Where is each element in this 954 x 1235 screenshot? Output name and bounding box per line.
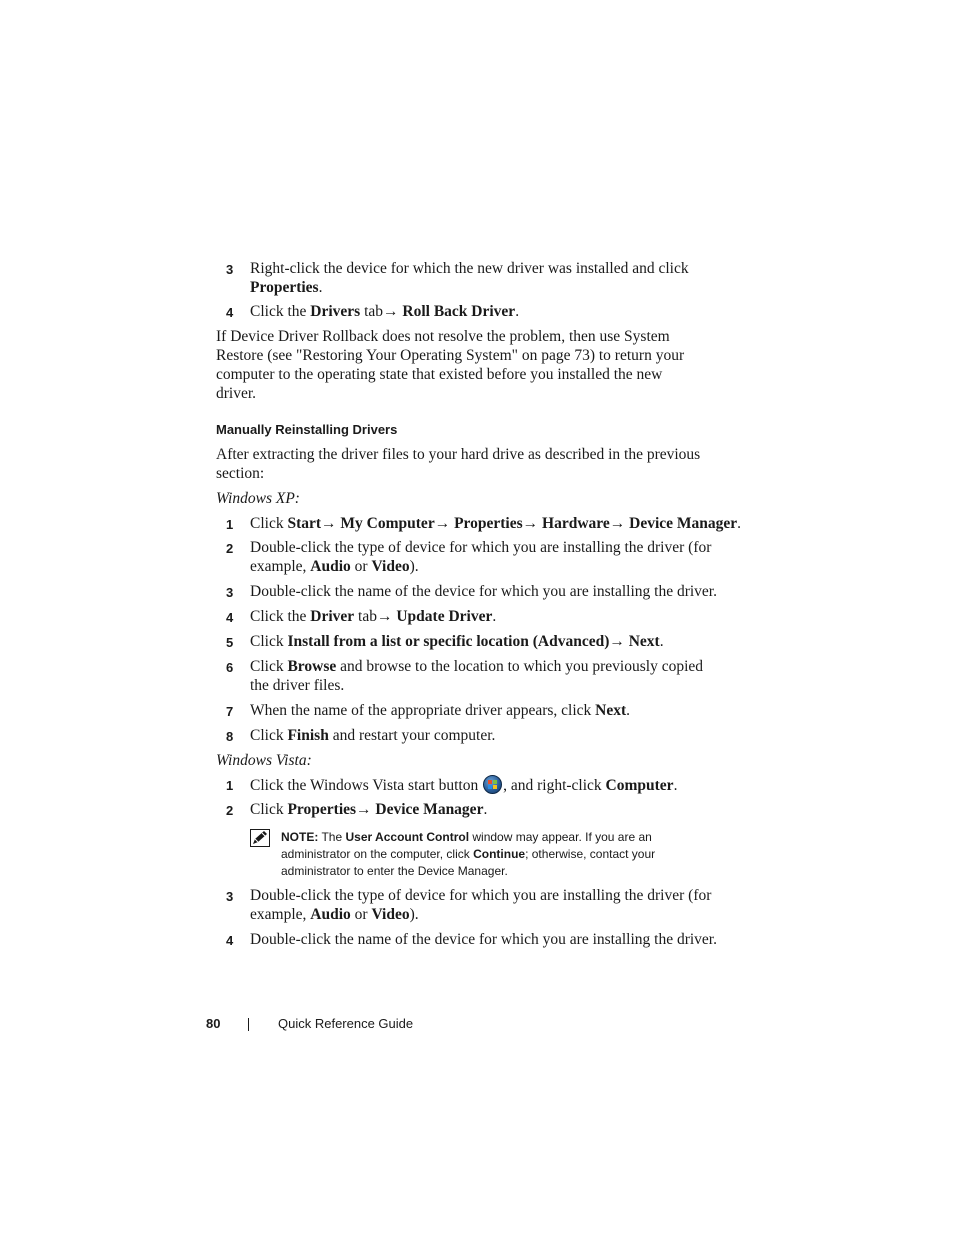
step-text-part: Double-click the type of device for which you are installing the driver (for example,	[250, 539, 712, 575]
arrow: →	[609, 633, 629, 650]
step-number: 8	[226, 729, 234, 744]
ui-term-finish: Finish	[287, 727, 329, 744]
step-text: Double-click the name of the device for which you are installing the driver.	[250, 583, 717, 600]
step-number: 3	[226, 585, 234, 600]
footer-title: Quick Reference Guide	[278, 1016, 414, 1031]
step-text-part: Click the	[250, 303, 311, 320]
step-text	[250, 886, 720, 924]
step-text-part: When the name of the appropriate driver appears, click	[250, 702, 596, 719]
step-text	[250, 701, 720, 720]
step-text	[250, 302, 720, 321]
ui-term-roll-back-driver: Roll Back Driver	[402, 303, 516, 320]
ui-term-my-computer: My Computer	[340, 515, 435, 532]
windows-vista-label: Windows Vista:	[216, 752, 312, 769]
step-number: 1	[226, 517, 234, 532]
step-text-part: Click	[250, 633, 288, 650]
step-number: 4	[226, 933, 234, 948]
step-text-part: .	[673, 777, 678, 794]
step-text-part: and restart your computer.	[328, 727, 496, 744]
note-text	[281, 829, 701, 880]
ui-term-properties: Properties	[250, 279, 319, 296]
step-text	[250, 538, 720, 576]
step-text-part: .	[515, 303, 520, 320]
step-text	[250, 259, 720, 297]
ui-term-drivers: Drivers	[310, 303, 361, 320]
step-text	[250, 607, 720, 626]
arrow: →	[522, 515, 543, 532]
step-text-part: or	[350, 906, 372, 923]
arrow: →	[356, 801, 376, 818]
step-number: 4	[226, 610, 234, 625]
note-text-part: window may appear. If you are an administrator on the computer, click	[281, 830, 652, 861]
ui-term-hardware: Hardware	[542, 515, 610, 532]
step-text: Double-click the name of the device for which you are installing the driver.	[250, 931, 717, 948]
ui-term-install-from-list: Install from a list or specific location (Advanced)	[287, 633, 610, 650]
step-text-part: Click	[250, 727, 288, 744]
step-text	[250, 657, 720, 695]
after-extracting-paragraph: After extracting the driver files to your hard drive as described in the previous section:	[216, 446, 701, 482]
step-number: 3	[226, 262, 234, 277]
page-number: 80	[206, 1016, 221, 1031]
step-text-part: ).	[409, 558, 419, 575]
step-text	[250, 726, 720, 745]
step-text	[250, 800, 720, 819]
ui-term-properties: Properties	[287, 801, 357, 818]
step-text-part: Click the Windows Vista start button	[250, 777, 483, 794]
step-text	[250, 514, 742, 533]
step-text-part: .	[737, 515, 742, 532]
ui-term-browse: Browse	[287, 658, 337, 675]
step-number: 1	[226, 778, 234, 793]
step-text-part: Double-click the type of device for which you are installing the driver (for example,	[250, 887, 712, 923]
ui-term-start: Start	[287, 515, 322, 532]
step-number: 2	[226, 803, 234, 818]
windows-vista-start-icon	[483, 775, 502, 794]
ui-term-next: Next	[628, 633, 660, 650]
ui-term-next: Next	[595, 702, 627, 719]
ui-term-video: Video	[371, 906, 410, 923]
step-number: 2	[226, 541, 234, 556]
step-number: 6	[226, 660, 234, 675]
step-text-part: .	[492, 608, 497, 625]
step-text-part: tab→	[360, 303, 403, 320]
step-text	[250, 775, 720, 795]
step-number: 3	[226, 889, 234, 904]
ui-term-device-manager: Device Manager	[629, 515, 738, 532]
step-text-part: or	[350, 558, 372, 575]
ui-term-device-manager: Device Manager	[375, 801, 484, 818]
step-number: 7	[226, 704, 234, 719]
rollback-paragraph: If Device Driver Rollback does not resolve the problem, then use System Restore (see "Restoring Your Operating System" on page 73) to return your computer to the operating state that existed before you installed the new driver.	[216, 328, 685, 402]
step-text-part: Click	[250, 801, 288, 818]
step-text-part: .	[626, 702, 631, 719]
step-text-part: , and right-click	[503, 777, 606, 794]
note-pencil-icon	[250, 829, 270, 847]
step-text-part: and browse to the location to which you previously copied the driver files.	[250, 658, 704, 694]
arrow: →	[609, 515, 630, 532]
windows-xp-label: Windows XP:	[216, 490, 300, 507]
ui-term-video: Video	[371, 558, 410, 575]
step-number: 5	[226, 635, 234, 650]
section-heading: Manually Reinstalling Drivers	[216, 422, 398, 437]
ui-term-computer: Computer	[605, 777, 674, 794]
arrow: →	[434, 515, 455, 532]
ui-term-user-account-control: User Account Control	[345, 830, 470, 844]
ui-term-properties: Properties	[454, 515, 523, 532]
ui-term-audio: Audio	[310, 906, 351, 923]
step-text-part: Click	[250, 658, 288, 675]
step-text	[250, 632, 720, 651]
arrow: →	[321, 515, 341, 532]
step-text-part: ).	[409, 906, 419, 923]
ui-term-driver: Driver	[310, 608, 355, 625]
ui-term-continue: Continue	[473, 847, 526, 861]
note-text-part: ; otherwise, contact your administrator to enter the Device Manager.	[281, 847, 656, 878]
step-text-part: Click the	[250, 608, 311, 625]
ui-term-audio: Audio	[310, 558, 351, 575]
note-text-part: The	[318, 830, 346, 844]
step-text-part: tab→	[354, 608, 397, 625]
step-text-part: Right-click the device for which the new driver was installed and click	[250, 260, 689, 277]
step-text-part: .	[318, 279, 323, 296]
ui-term-update-driver: Update Driver	[396, 608, 493, 625]
step-text-part: .	[659, 633, 664, 650]
footer-divider	[248, 1018, 249, 1031]
step-text-part: .	[483, 801, 488, 818]
step-number: 4	[226, 305, 234, 320]
note-label: NOTE:	[281, 830, 319, 844]
step-text-part: Click	[250, 515, 288, 532]
